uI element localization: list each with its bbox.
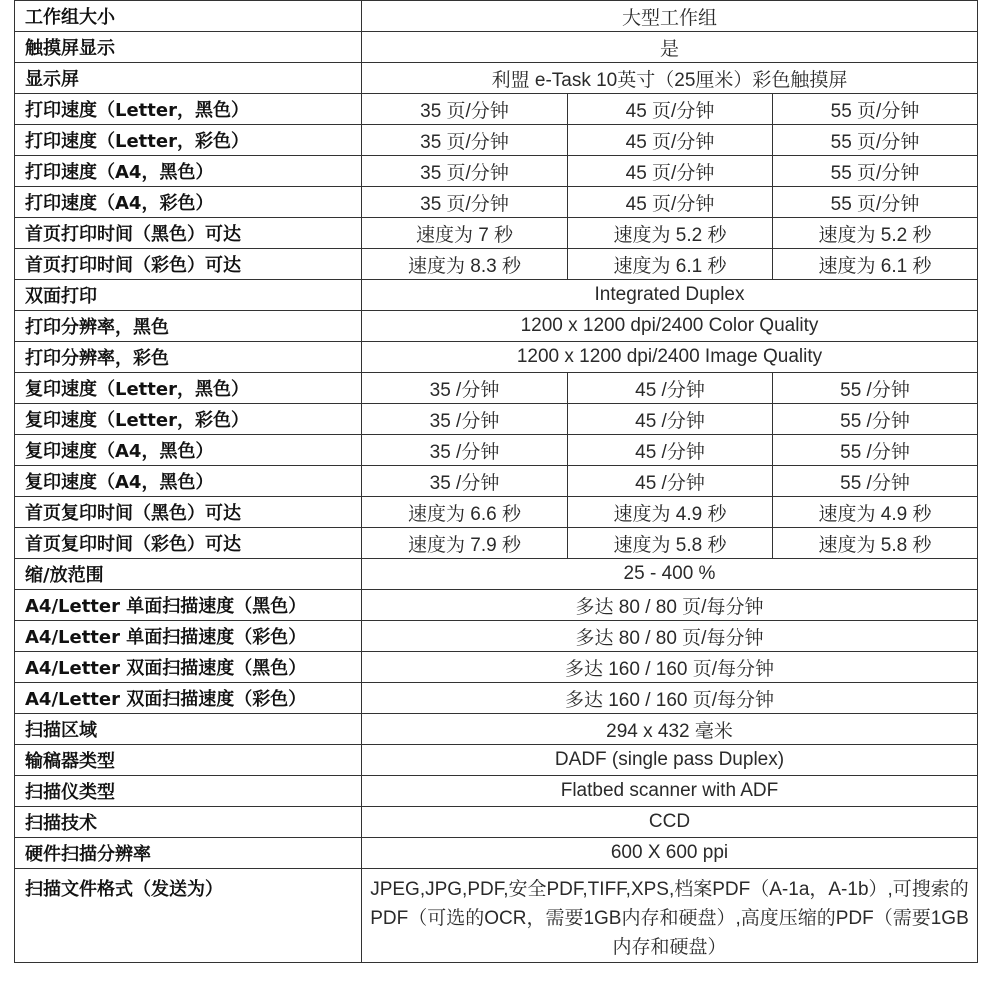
row-value: 35 /分钟	[362, 466, 568, 497]
row-value: Integrated Duplex	[362, 280, 978, 311]
table-row	[15, 466, 978, 497]
row-label: 打印速度（Letter，彩色）	[15, 125, 362, 156]
table-row	[15, 249, 978, 280]
row-value: 1200 x 1200 dpi/2400 Color Quality	[362, 311, 978, 342]
row-label: 扫描区域	[15, 714, 362, 745]
row-label: 扫描技术	[15, 807, 362, 838]
row-value: DADF (single pass Duplex)	[362, 745, 978, 776]
table-row	[15, 63, 978, 94]
row-value: 35 /分钟	[362, 373, 568, 404]
table-row	[15, 652, 978, 683]
row-label: 双面打印	[15, 280, 362, 311]
table-row	[15, 838, 978, 869]
row-label: 复印速度（Letter，黑色）	[15, 373, 362, 404]
row-label: 打印分辨率，黑色	[15, 311, 362, 342]
table-row	[15, 497, 978, 528]
row-value: Flatbed scanner with ADF	[362, 776, 978, 807]
row-value: 55 页/分钟	[773, 94, 978, 125]
table-row	[15, 714, 978, 745]
row-value: 多达 80 / 80 页/每分钟	[362, 590, 978, 621]
row-value: 45 页/分钟	[568, 125, 773, 156]
table-row	[15, 683, 978, 714]
row-value: 速度为 5.8 秒	[773, 528, 978, 559]
row-label: 首页复印时间（黑色）可达	[15, 497, 362, 528]
row-value: 55 /分钟	[773, 435, 978, 466]
table-row	[15, 776, 978, 807]
table-row	[15, 404, 978, 435]
row-value: 600 X 600 ppi	[362, 838, 978, 869]
row-label: 复印速度（A4，黑色）	[15, 466, 362, 497]
row-value: 速度为 7.9 秒	[362, 528, 568, 559]
row-value: 多达 160 / 160 页/每分钟	[362, 683, 978, 714]
row-value: 45 /分钟	[568, 435, 773, 466]
row-value: 是	[362, 32, 978, 63]
row-value: 55 /分钟	[773, 404, 978, 435]
row-label: 缩/放范围	[15, 559, 362, 590]
table-row	[15, 125, 978, 156]
table-row	[15, 869, 978, 963]
row-value: 多达 80 / 80 页/每分钟	[362, 621, 978, 652]
row-value: 速度为 6.1 秒	[568, 249, 773, 280]
table-row	[15, 590, 978, 621]
table-row	[15, 342, 978, 373]
table-row	[15, 621, 978, 652]
row-value: 35 /分钟	[362, 435, 568, 466]
row-value: 速度为 4.9 秒	[568, 497, 773, 528]
row-value: 55 页/分钟	[773, 187, 978, 218]
row-label: 复印速度（Letter，彩色）	[15, 404, 362, 435]
row-label: 工作组大小	[15, 1, 362, 32]
row-label: A4/Letter 双面扫描速度（黑色）	[15, 652, 362, 683]
row-label: 扫描仪类型	[15, 776, 362, 807]
row-value: 45 页/分钟	[568, 187, 773, 218]
row-value: 45 /分钟	[568, 404, 773, 435]
row-value: 速度为 5.2 秒	[568, 218, 773, 249]
row-value: 55 页/分钟	[773, 156, 978, 187]
row-label: 首页打印时间（彩色）可达	[15, 249, 362, 280]
row-value: 35 页/分钟	[362, 94, 568, 125]
row-label: 打印速度（Letter，黑色）	[15, 94, 362, 125]
row-label: 硬件扫描分辨率	[15, 838, 362, 869]
table-row	[15, 280, 978, 311]
spec-table	[14, 0, 978, 963]
row-value: 35 /分钟	[362, 404, 568, 435]
row-value: 35 页/分钟	[362, 187, 568, 218]
row-value: 多达 160 / 160 页/每分钟	[362, 652, 978, 683]
row-value: 1200 x 1200 dpi/2400 Image Quality	[362, 342, 978, 373]
row-value: 35 页/分钟	[362, 125, 568, 156]
table-row	[15, 187, 978, 218]
table-row	[15, 559, 978, 590]
row-label: 打印速度（A4，彩色）	[15, 187, 362, 218]
row-value: 速度为 6.1 秒	[773, 249, 978, 280]
table-row	[15, 94, 978, 125]
row-value: 55 /分钟	[773, 373, 978, 404]
row-label: 首页复印时间（彩色）可达	[15, 528, 362, 559]
row-label: 首页打印时间（黑色）可达	[15, 218, 362, 249]
row-value: 35 页/分钟	[362, 156, 568, 187]
row-value: 速度为 4.9 秒	[773, 497, 978, 528]
row-value: 45 /分钟	[568, 466, 773, 497]
table-row	[15, 807, 978, 838]
row-value: 利盟 e-Task 10英寸（25厘米）彩色触摸屏	[362, 63, 978, 94]
row-value: JPEG,JPG,PDF,安全PDF,TIFF,XPS,档案PDF（A-1a，A-1b）,可搜索的PDF（可选的OCR，需要1GB内存和硬盘）,高度压缩的PDF（需要1GB内存和硬盘）	[362, 869, 978, 963]
table-row	[15, 156, 978, 187]
row-value: 速度为 5.8 秒	[568, 528, 773, 559]
table-row	[15, 32, 978, 63]
row-label: A4/Letter 双面扫描速度（彩色）	[15, 683, 362, 714]
row-value: 55 页/分钟	[773, 125, 978, 156]
table-row	[15, 1, 978, 32]
table-row	[15, 745, 978, 776]
row-value: 294 x 432 毫米	[362, 714, 978, 745]
row-label: A4/Letter 单面扫描速度（彩色）	[15, 621, 362, 652]
row-value: 45 /分钟	[568, 373, 773, 404]
row-label: A4/Letter 单面扫描速度（黑色）	[15, 590, 362, 621]
row-value: 速度为 8.3 秒	[362, 249, 568, 280]
row-label: 复印速度（A4，黑色）	[15, 435, 362, 466]
table-row	[15, 373, 978, 404]
row-value: 45 页/分钟	[568, 156, 773, 187]
row-label: 打印分辨率，彩色	[15, 342, 362, 373]
table-row	[15, 311, 978, 342]
table-row	[15, 528, 978, 559]
row-label: 打印速度（A4，黑色）	[15, 156, 362, 187]
row-value: 25 - 400 %	[362, 559, 978, 590]
table-row	[15, 435, 978, 466]
row-value: 55 /分钟	[773, 466, 978, 497]
row-label: 显示屏	[15, 63, 362, 94]
row-label: 触摸屏显示	[15, 32, 362, 63]
row-value: 速度为 5.2 秒	[773, 218, 978, 249]
spec-table-body	[15, 1, 978, 963]
row-value: 速度为 7 秒	[362, 218, 568, 249]
row-value: 大型工作组	[362, 1, 978, 32]
row-value: 45 页/分钟	[568, 94, 773, 125]
row-label: 扫描文件格式（发送为）	[15, 869, 362, 963]
row-value: CCD	[362, 807, 978, 838]
row-value: 速度为 6.6 秒	[362, 497, 568, 528]
row-label: 输稿器类型	[15, 745, 362, 776]
table-row	[15, 218, 978, 249]
